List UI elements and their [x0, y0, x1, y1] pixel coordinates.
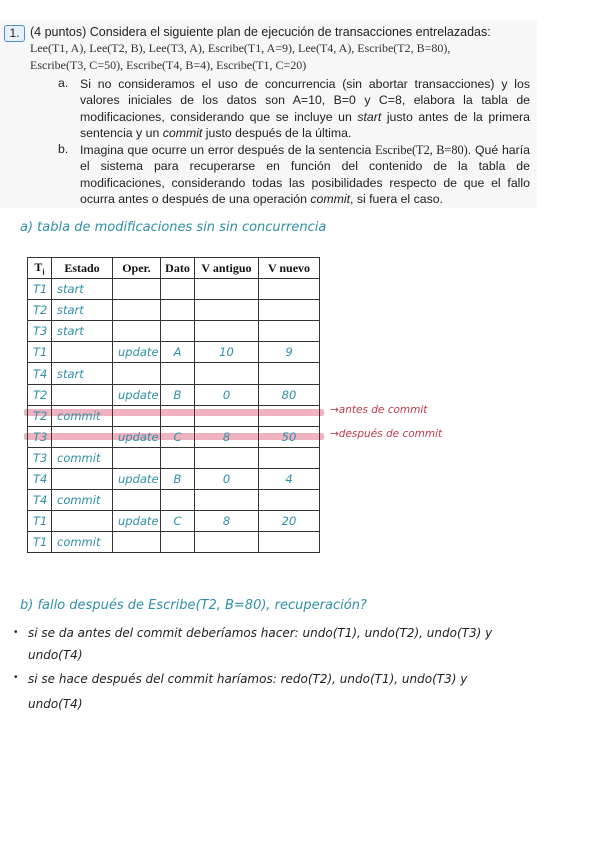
table-row — [28, 384, 320, 405]
cell-dato — [161, 321, 195, 342]
modifications-table — [27, 257, 320, 553]
bullet-marker: • — [14, 627, 18, 638]
cell-oper: update — [113, 511, 161, 532]
cell-v-nuevo: 9 — [259, 342, 320, 363]
table-row — [28, 468, 320, 489]
problem-statement — [0, 20, 537, 208]
cell-v-nuevo — [259, 363, 320, 384]
execution-plan-line-2: Escribe(T3, C=50), Escribe(T4, B=4), Escribe(T1, C=20) — [30, 58, 307, 72]
cell-ti: T2 — [28, 300, 52, 321]
cell-oper — [113, 532, 161, 553]
cell-estado: start — [52, 300, 113, 321]
execution-plan-line-1: Lee(T1, A), Lee(T2, B), Lee(T3, A), Escribe(T1, A=9), Lee(T4, A), Escribe(T2, B=80), — [30, 41, 451, 55]
cell-dato — [161, 490, 195, 511]
cell-v-nuevo — [259, 321, 320, 342]
cell-v-antiguo — [195, 321, 259, 342]
cell-v-nuevo — [259, 405, 320, 426]
table-row — [28, 342, 320, 363]
cell-estado: start — [52, 363, 113, 384]
table-row — [28, 447, 320, 468]
question-title: (4 puntos) Considera el siguiente plan de ejecución de transacciones entrelazadas: — [30, 25, 491, 39]
table-row — [28, 405, 320, 426]
cell-v-nuevo — [259, 532, 320, 553]
cell-v-antiguo — [195, 447, 259, 468]
cell-v-nuevo: 4 — [259, 468, 320, 489]
part-a-text: Si no consideramos el uso de concurrencia (sin abortar transacciones) y los valores iniciales de los datos son A=10, B=0 y C=8, elabora la tabla de modificaciones, considerando que se incluye un start justo antes de la primera sentencia y un commit justo después de la última. — [80, 77, 530, 141]
part-b-label: b. — [58, 142, 69, 156]
table-body — [28, 279, 320, 553]
cell-dato: B — [161, 384, 195, 405]
cell-dato: C — [161, 426, 195, 447]
column-header: Estado — [52, 258, 113, 279]
part-a-label: a. — [58, 76, 69, 90]
answer-b-bullet-2-line-2: undo(T4) — [28, 697, 83, 711]
cell-dato — [161, 363, 195, 384]
cell-ti: T2 — [28, 384, 52, 405]
cell-v-antiguo — [195, 300, 259, 321]
cell-v-antiguo: 10 — [195, 342, 259, 363]
cell-dato — [161, 532, 195, 553]
cell-estado: commit — [52, 490, 113, 511]
cell-v-antiguo — [195, 363, 259, 384]
cell-estado — [52, 511, 113, 532]
cell-ti: T3 — [28, 321, 52, 342]
table-row — [28, 490, 320, 511]
table-row — [28, 426, 320, 447]
cell-v-nuevo: 50 — [259, 426, 320, 447]
cell-oper: update — [113, 426, 161, 447]
cell-v-nuevo: 20 — [259, 511, 320, 532]
cell-v-antiguo: 8 — [195, 511, 259, 532]
cell-oper: update — [113, 384, 161, 405]
column-header: Oper. — [113, 258, 161, 279]
part-b-text: Imagina que ocurre un error después de la sentencia Escribe(T2, B=80). Qué haría el sistema para recuperarse en función del contenido de la tabla de modificaciones, considerando todas las posibilidades respecto de que el fallo ocurra antes o después de una operación commit, si fuera el caso. — [80, 143, 530, 207]
cell-ti: T1 — [28, 511, 52, 532]
cell-ti: T1 — [28, 279, 52, 300]
cell-v-antiguo — [195, 405, 259, 426]
cell-ti: T2 — [28, 405, 52, 426]
cell-ti: T4 — [28, 363, 52, 384]
cell-v-nuevo — [259, 447, 320, 468]
cell-estado: commit — [52, 532, 113, 553]
cell-oper — [113, 447, 161, 468]
cell-oper — [113, 300, 161, 321]
table-row — [28, 363, 320, 384]
cell-v-antiguo — [195, 490, 259, 511]
cell-dato — [161, 300, 195, 321]
cell-oper: update — [113, 342, 161, 363]
cell-v-nuevo — [259, 300, 320, 321]
cell-v-antiguo: 8 — [195, 426, 259, 447]
cell-oper — [113, 279, 161, 300]
cell-estado: start — [52, 321, 113, 342]
answer-b-bullet-1-line-2: undo(T4) — [28, 648, 83, 662]
cell-estado — [52, 426, 113, 447]
annotation-after-commit: →después de commit — [330, 428, 443, 440]
table-header-row — [28, 258, 320, 279]
question-number: 1. — [4, 25, 25, 42]
answer-a-heading: a) tabla de modificaciones sin sin concurrencia — [20, 220, 327, 235]
cell-ti: T1 — [28, 342, 52, 363]
cell-ti: T1 — [28, 532, 52, 553]
cell-oper — [113, 363, 161, 384]
cell-dato — [161, 279, 195, 300]
cell-dato: A — [161, 342, 195, 363]
cell-v-nuevo — [259, 279, 320, 300]
cell-v-antiguo — [195, 279, 259, 300]
cell-estado — [52, 384, 113, 405]
table-row — [28, 279, 320, 300]
cell-v-antiguo — [195, 532, 259, 553]
cell-v-nuevo — [259, 490, 320, 511]
cell-dato: C — [161, 511, 195, 532]
column-header: V nuevo — [259, 258, 320, 279]
table-row — [28, 511, 320, 532]
cell-estado — [52, 342, 113, 363]
cell-estado: commit — [52, 447, 113, 468]
cell-oper — [113, 321, 161, 342]
column-header: V antiguo — [195, 258, 259, 279]
cell-ti: T3 — [28, 447, 52, 468]
cell-oper — [113, 490, 161, 511]
cell-oper — [113, 405, 161, 426]
cell-v-antiguo: 0 — [195, 468, 259, 489]
bullet-marker: • — [14, 672, 18, 683]
cell-dato: B — [161, 468, 195, 489]
cell-v-nuevo: 80 — [259, 384, 320, 405]
cell-estado: start — [52, 279, 113, 300]
answer-b-bullet-1-line-1: si se da antes del commit deberíamos hacer: undo(T1), undo(T2), undo(T3) y — [28, 626, 493, 640]
table-row — [28, 300, 320, 321]
answer-b-bullet-2-line-1: si se hace después del commit haríamos: redo(T2), undo(T1), undo(T3) y — [28, 672, 468, 686]
column-header-ti: $T_i$ — [28, 258, 52, 279]
cell-ti: T3 — [28, 426, 52, 447]
cell-v-antiguo: 0 — [195, 384, 259, 405]
cell-ti: T4 — [28, 468, 52, 489]
column-header: Dato — [161, 258, 195, 279]
cell-ti: T4 — [28, 490, 52, 511]
cell-oper: update — [113, 468, 161, 489]
table-row — [28, 532, 320, 553]
annotation-before-commit: →antes de commit — [330, 404, 428, 416]
cell-estado — [52, 468, 113, 489]
answer-b-heading: b) fallo después de Escribe(T2, B=80), recuperación? — [20, 598, 367, 613]
cell-estado: commit — [52, 405, 113, 426]
cell-dato — [161, 405, 195, 426]
cell-dato — [161, 447, 195, 468]
table-row — [28, 321, 320, 342]
